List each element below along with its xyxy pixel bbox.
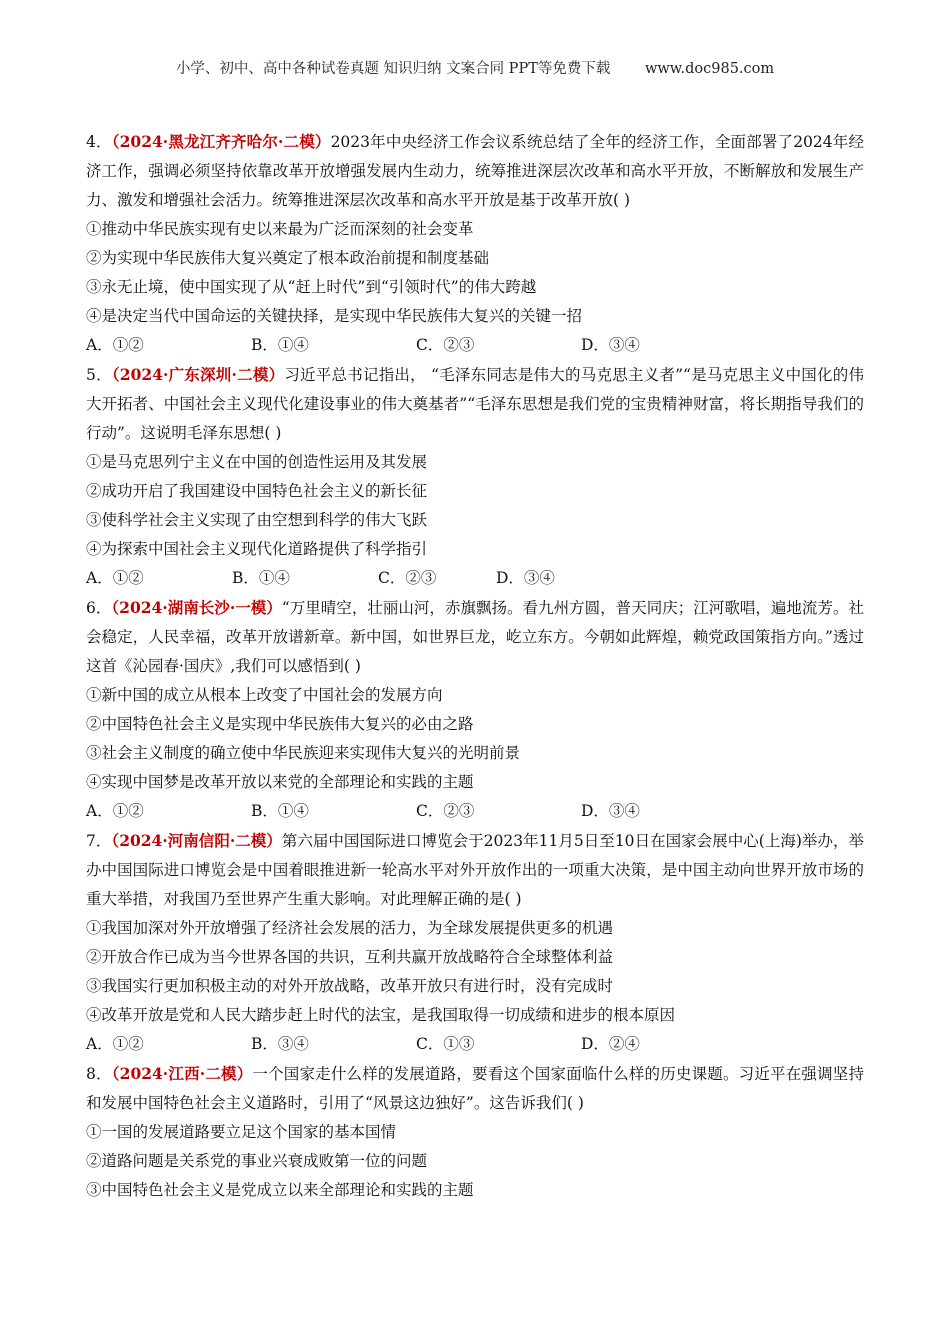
- statement-item: ④改革开放是党和人民大踏步赶上时代的法宝，是我国取得一切成绩和进步的根本原因: [86, 1006, 676, 1024]
- statement-item: ①推动中华民族实现有史以来最为广泛而深刻的社会变革: [86, 220, 474, 238]
- question-stem: [86, 1059, 864, 1118]
- statement-item: ②成功开启了我国建设中国特色社会主义的新长征: [86, 482, 428, 500]
- question-number: 8．: [86, 1065, 112, 1083]
- statement-item: ③我国实行更加积极主动的对外开放战略，改革开放只有进行时，没有完成时: [86, 977, 614, 995]
- question-stem: [86, 593, 864, 681]
- statement-item: ③中国特色社会主义是党成立以来全部理论和实践的主题: [86, 1181, 474, 1199]
- option-c[interactable]: C．②③: [416, 336, 475, 354]
- statement-item: ①是马克思列宁主义在中国的创造性运用及其发展: [86, 453, 428, 471]
- question-text: 第六届中国国际进口博览会于2023年11月5日至10日在国家会展中心(上海)举办，举办中国国际进口博览会是中国着眼推进新一轮高水平对外开放作出的一项重大决策，是中国主动向世界开放市场的重大举措，对我国乃至世界产生重大影响。对此理解正确的是( ): [86, 832, 865, 908]
- option-a[interactable]: A．①②: [86, 802, 144, 820]
- answer-options: [86, 1030, 864, 1059]
- statement-item: ①我国加深对外开放增强了经济社会发展的活力，为全球发展提供更多的机遇: [86, 919, 614, 937]
- question-stem: [86, 127, 864, 215]
- question-5: [86, 360, 864, 593]
- question-number: 6．: [86, 599, 112, 617]
- page-header: [0, 57, 950, 78]
- option-b[interactable]: B．③④: [251, 1035, 309, 1053]
- option-b[interactable]: B．①④: [251, 802, 309, 820]
- statement-item: ②为实现中华民族伟大复兴奠定了根本政治前提和制度基础: [86, 249, 490, 267]
- statement-item: ④是决定当代中国命运的关键抉择，是实现中华民族伟大复兴的关键一招: [86, 307, 583, 325]
- statement-item: ③使科学社会主义实现了由空想到科学的伟大飞跃: [86, 511, 428, 529]
- question-source: （2024·黑龙江齐齐哈尔·二模）: [111, 132, 331, 151]
- statement-item: ④实现中国梦是改革开放以来党的全部理论和实践的主题: [86, 773, 474, 791]
- option-d[interactable]: D．②④: [581, 1035, 640, 1053]
- option-b[interactable]: B．①④: [232, 569, 290, 587]
- question-list: [86, 127, 864, 1205]
- statement-item: ④为探索中国社会主义现代化道路提供了科学指引: [86, 540, 428, 558]
- statement-item: ①一国的发展道路要立足这个国家的基本国情: [86, 1123, 397, 1141]
- question-number: 4．: [86, 133, 112, 151]
- question-number: 5．: [86, 366, 112, 384]
- answer-options: [86, 564, 864, 593]
- option-a[interactable]: A．①②: [86, 569, 144, 587]
- question-text: 一个国家走什么样的发展道路，要看这个国家面临什么样的历史课题。习近平在强调坚持和发展中国特色社会主义道路时，引用了“风景这边独好”。这告诉我们( ): [86, 1065, 864, 1112]
- question-number: 7．: [86, 832, 112, 850]
- question-4: [86, 127, 864, 360]
- option-d[interactable]: D．③④: [581, 802, 640, 820]
- header-text: 小学、初中、高中各种试卷真题 知识归纳 文案合同 PPT等免费下载: [175, 61, 611, 77]
- option-a[interactable]: A．①②: [86, 336, 144, 354]
- question-8: [86, 1059, 864, 1205]
- question-text: 习近平总书记指出， “毛泽东同志是伟大的马克思主义者”“是马克思主义中国化的伟大开拓者、中国社会主义现代化建设事业的伟大奠基者”“毛泽东思想是我们党的宝贵精神财富，将长期指导我们的行动”。这说明毛泽东思想( ): [86, 366, 864, 442]
- statement-item: ②道路问题是关系党的事业兴衰成败第一位的问题: [86, 1152, 428, 1170]
- statement-item: ③社会主义制度的确立使中华民族迎来实现伟大复兴的光明前景: [86, 744, 521, 762]
- option-c[interactable]: C．①③: [416, 1035, 475, 1053]
- answer-options: [86, 331, 864, 360]
- question-source: （2024·广东深圳·二模）: [111, 365, 285, 384]
- question-stem: [86, 826, 864, 914]
- statement-item: ③永无止境，使中国实现了从“赶上时代”到“引领时代”的伟大跨越: [86, 278, 537, 296]
- answer-options: [86, 797, 864, 826]
- question-source: （2024·湖南长沙·一模）: [111, 598, 282, 617]
- statement-item: ②中国特色社会主义是实现中华民族伟大复兴的必由之路: [86, 715, 474, 733]
- question-6: [86, 593, 864, 826]
- question-text: “万里晴空，壮丽山河，赤旗飘扬。看九州方圆，普天同庆；江河歌唱，遍地流芳。社会稳定，人民幸福，改革开放谱新章。新中国，如世界巨龙，屹立东方。今朝如此辉煌，赖党政国策指方向。”透过这首《沁园春·国庆》,我们可以感悟到( ): [86, 599, 864, 675]
- question-source: （2024·江西·二模）: [111, 1064, 253, 1083]
- option-c[interactable]: C．②③: [378, 569, 437, 587]
- header-site: www.doc985.com: [644, 61, 775, 77]
- option-c[interactable]: C．②③: [416, 802, 475, 820]
- option-b[interactable]: B．①④: [251, 336, 309, 354]
- option-d[interactable]: D．③④: [496, 569, 555, 587]
- question-text: 2023年中央经济工作会议系统总结了全年的经济工作，全面部署了2024年经济工作，强调必须坚持依靠改革开放增强发展内生动力，统筹推进深层次改革和高水平开放，不断解放和发展生产力、激发和增强社会活力。统筹推进深层次改革和高水平开放是基于改革开放( ): [86, 133, 864, 209]
- option-d[interactable]: D．③④: [581, 336, 640, 354]
- option-a[interactable]: A．①②: [86, 1035, 144, 1053]
- question-7: [86, 826, 864, 1059]
- statement-item: ②开放合作已成为当今世界各国的共识，互利共赢开放战略符合全球整体利益: [86, 948, 614, 966]
- statement-item: ①新中国的成立从根本上改变了中国社会的发展方向: [86, 686, 443, 704]
- question-stem: [86, 360, 864, 448]
- question-source: （2024·河南信阳·二模）: [111, 831, 282, 850]
